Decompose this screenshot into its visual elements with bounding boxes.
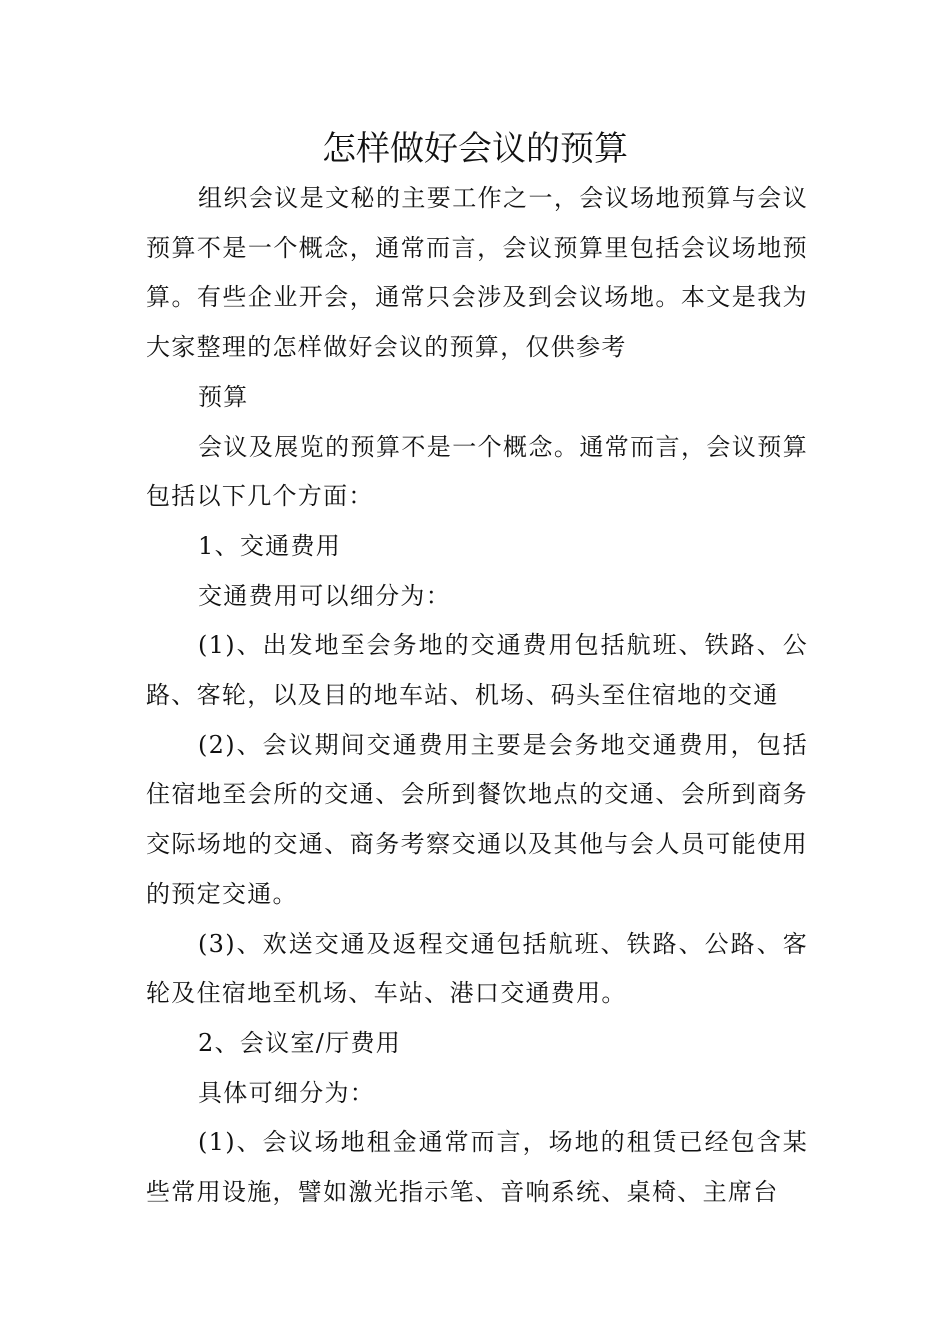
paragraph-budget-heading: 预算 (198, 382, 249, 411)
paragraph-transport-item-3: (3)、欢送交通及返程交通包括航班、铁路、公路、客轮及住宿地至机场、车站、港口交通费用。 (146, 929, 808, 1008)
paragraph-section-venue: 2、会议室/厅费用 (198, 1028, 402, 1057)
paragraph-transport-item-1: (1)、出发地至会务地的交通费用包括航班、铁路、公路、客轮，以及目的地车站、机场、码头至住宿地的交通 (146, 631, 808, 710)
paragraph-budget-overview: 会议及展览的预算不是一个概念。通常而言，会议预算包括以下几个方面： (146, 432, 808, 511)
paragraph-venue-item-1: (1)、会议场地租金通常而言，场地的租赁已经包含某些常用设施，譬如激光指示笔、音响系统、桌椅、主席台 (146, 1128, 808, 1207)
paragraph-transport-item-2: (2)、会议期间交通费用主要是会务地交通费用，包括住宿地至会所的交通、会所到餐饮地点的交通、会所到商务交际场地的交通、商务考察交通以及其他与会人员可能使用的预定交通。 (146, 730, 808, 908)
paragraph-venue-breakdown: 具体可细分为： (198, 1078, 376, 1107)
paragraph-transport-breakdown: 交通费用可以细分为： (198, 581, 451, 610)
document-body (146, 174, 808, 1218)
paragraph-section-transport: 1、交通费用 (198, 531, 342, 560)
document-title: 怎样做好会议的预算 (322, 129, 628, 169)
paragraph-intro: 组织会议是文秘的主要工作之一，会议场地预算与会议预算不是一个概念，通常而言，会议预算里包括会议场地预算。有些企业开会，通常只会涉及到会议场地。本文是我为大家整理的怎样做好会议的预算，仅供参考 (146, 184, 808, 362)
